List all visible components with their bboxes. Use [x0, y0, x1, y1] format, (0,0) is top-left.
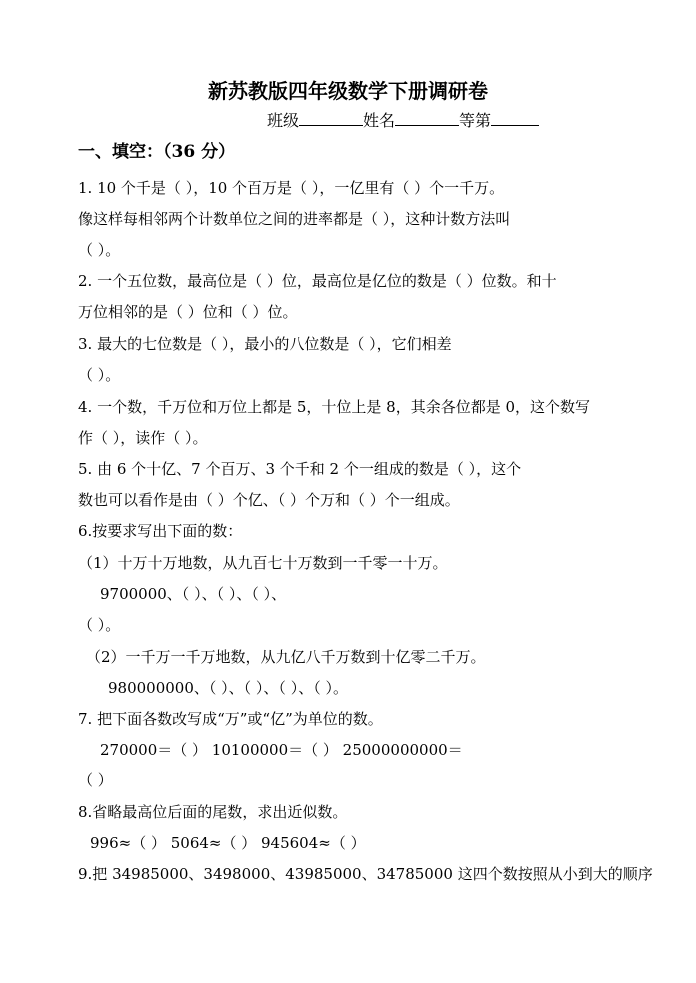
question-line: 6.按要求写出下面的数：	[78, 522, 243, 540]
question-line: （ ）。	[78, 241, 121, 259]
question-line: 9700000、（ ）、（ ）、（ ）、	[100, 585, 287, 603]
class-blank[interactable]	[299, 109, 363, 126]
question-line: 9.把 34985000、3498000、43985000、34785000 这四个数按照从小到大的顺序	[78, 865, 653, 883]
question-line: 1. 10 个千是（ ），10 个百万是（ ），一亿里有（ ）个一千万。	[78, 179, 505, 197]
question-line: 2. 一个五位数，最高位是（ ）位，最高位是亿位的数是（ ）位数。和十	[78, 272, 557, 290]
student-info-row	[267, 109, 539, 132]
question-line: （ ）	[78, 771, 113, 789]
name-label: 姓名	[363, 111, 396, 130]
question-line: 数也可以看作是由（ ）个亿、（ ）个万和（ ）个一组成。	[78, 491, 460, 509]
question-line: （ ）。	[78, 366, 121, 384]
question-line: 270000＝（ ） 10100000＝（ ） 25000000000＝	[100, 741, 463, 759]
question-line: （2）一千万一千万地数，从九亿八千万数到十亿零二千万。	[86, 648, 486, 666]
question-line: 万位相邻的是（ ）位和（ ）位。	[78, 303, 298, 321]
question-line: 作（ ），读作（ ）。	[78, 429, 208, 447]
section-heading: 一、填空：（36 分）	[78, 142, 236, 162]
class-label: 班级	[267, 111, 300, 130]
question-line: 4. 一个数，千万位和万位上都是 5，十位上是 8，其余各位都是 0，这个数写	[78, 398, 591, 416]
question-line: 5. 由 6 个十亿、7 个百万、3 个千和 2 个一组成的数是（ ），这个	[78, 460, 522, 478]
question-line: 3. 最大的七位数是（ ），最小的八位数是（ ），它们相差	[78, 335, 452, 353]
question-line: 像这样每相邻两个计数单位之间的进率都是（ ），这种计数方法叫	[78, 210, 511, 228]
grade-label: 等第	[459, 111, 492, 130]
question-line: （1）十万十万地数，从九百七十万数到一千零一十万。	[78, 554, 448, 572]
page-title: 新苏教版四年级数学下册调研卷	[208, 79, 488, 103]
question-line: 996≈（ ） 5064≈（ ） 945604≈（ ）	[90, 834, 366, 852]
question-line: （ ）。	[78, 616, 121, 634]
question-line: 7. 把下面各数改写成“万”或“亿”为单位的数。	[78, 710, 383, 728]
grade-blank[interactable]	[491, 109, 539, 126]
question-line: 980000000、（ ）、（ ）、（ ）、（ ）。	[108, 679, 348, 697]
name-blank[interactable]	[395, 109, 459, 126]
question-line: 8.省略最高位后面的尾数，求出近似数。	[78, 803, 348, 821]
